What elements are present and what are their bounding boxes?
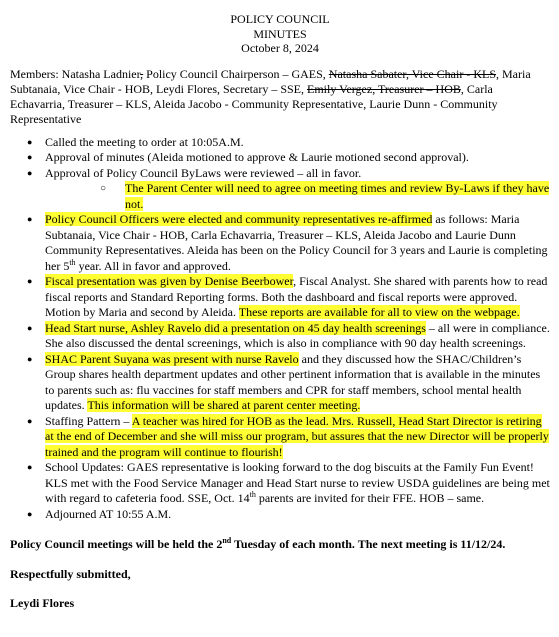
shac-highlight: SHAC Parent Suyana was present with nurse Ravelo — [45, 351, 299, 366]
list-item-fiscal — [10, 274, 550, 321]
meeting-schedule-text-end: Tuesday of each month. The next meeting is 11/12/24. — [231, 537, 506, 551]
members-chair: Policy Council Chairperson – GAES, — [143, 66, 329, 81]
list-item-bylaws — [10, 166, 550, 213]
meeting-schedule-superscript: nd — [222, 536, 232, 545]
fiscal-highlight: Fiscal presentation was given by Denise Beerbower — [45, 274, 294, 288]
nurse-text: – all were in compliance. She also discussed the dental screenings, which is also in compliance with 90 day health screenings. — [45, 320, 550, 350]
shac-text: and they discussed how the SHAC/Children’s Group shares health department updates and other pertinent information that is available in the minutes to parents such as: flu vaccines for staff members and CPR for staff members, school mental health updates. — [45, 351, 541, 412]
shac-highlight-end: This information will be shared at parent center meeting. — [87, 398, 361, 412]
officers-text: as follows: Maria Subtanaia, Vice Chair - HOB, Carla Echavarria, Treasurer – KLS, Aleida Jacobo and Laurie Dunn Community Representatives. Aleida has been on the Policy Council for 3 years and Laurie is completing her 5 — [45, 212, 548, 273]
document-header — [10, 12, 550, 56]
bylaws-subitem-text: The Parent Center will need to agree on meeting times and review By-Laws if they have not. — [125, 181, 550, 211]
fiscal-text: , Fiscal Analyst. She shared with parents how to read fiscal reports and Standard Reporting forms. Both the dashboard and fiscal reports were approved. Motion by Maria and second by Aleida. — [45, 274, 548, 319]
council-title: POLICY COUNCIL — [230, 12, 330, 26]
officers-text-end: year. All in favor and approved. — [75, 258, 231, 273]
signature-name: Leydi Flores — [10, 596, 75, 610]
members-paragraph — [10, 67, 550, 127]
bylaws-text: Approval of Policy Council ByLaws were reviewed – all in favor. — [45, 165, 362, 180]
agenda-list — [10, 135, 550, 523]
list-item-staffing — [10, 414, 550, 461]
school-updates-superscript: th — [249, 490, 256, 499]
officers-superscript: th — [69, 257, 76, 267]
meeting-date: October 8, 2024 — [241, 41, 319, 55]
list-item-approval-minutes — [10, 150, 550, 166]
school-updates-text: School Updates: GAES representative is looking forward to the dog biscuits at the Family Fun Event! KLS met with the Food Service Manager and Head Start nurse to review USDA guidelines are being met with regard to cafeteria food. SSE, Oct. 14 — [45, 460, 550, 505]
members-middle: , Maria Subtanaia, Vice Chair - HOB, Leydi Flores, Secretary – SSE, — [10, 66, 531, 96]
respectfully-submitted: Respectfully submitted, — [10, 566, 131, 581]
adjourn-text: Adjourned AT 10:55 A.M. — [45, 506, 172, 521]
minutes-title: MINUTES — [253, 26, 307, 41]
bylaws-subitem — [45, 181, 550, 212]
list-item-officers — [10, 212, 550, 274]
nurse-highlight: Head Start nurse, Ashley Ravelo did a presentation on 45 day health screenings — [45, 320, 426, 335]
school-updates-text-end: parents are invited for their FFE. HOB – same. — [255, 491, 485, 505]
fiscal-highlight-end: These reports are available for all to view on the webpage. — [238, 305, 520, 319]
staffing-prefix: Staffing Pattern – — [45, 413, 132, 428]
members-suffix: , Carla Echavarria, Treasurer – KLS, Aleida Jacobo - Community Representative, Laurie Dunn - Community Representative — [10, 81, 498, 126]
approval-minutes-text: Approval of minutes (Aleida motioned to approve & Laurie motioned second approval). — [45, 150, 469, 164]
call-to-order-text: Called the meeting to order at 10:05A.M. — [45, 134, 244, 149]
list-item-school-updates — [10, 460, 550, 507]
minutes-document — [10, 12, 550, 612]
list-item-adjourn — [10, 507, 550, 523]
closing-section — [10, 537, 550, 612]
staffing-highlight: A teacher was hired for HOB as the lead. Mrs. Russell, Head Start Director is retiring at the end of December and she will miss our program, but assures that the new Director will be properly trained and the program will continue to flourish! — [45, 413, 549, 459]
list-item-nurse — [10, 321, 550, 352]
list-item-shac — [10, 352, 550, 414]
members-struck-treasurer: Emily Vergez, Treasurer – HOB — [307, 81, 461, 96]
members-prefix: Members: Natasha Ladnier — [10, 66, 141, 81]
members-struck-comma: , — [140, 66, 144, 81]
list-item-call-to-order — [10, 135, 550, 151]
members-struck-vice-chair: Natasha Sabater, Vice Chair - KLS — [328, 66, 496, 81]
officers-highlight: Policy Council Officers were elected and community representatives re-affirmed — [45, 212, 433, 226]
meeting-schedule-text: Policy Council meetings will be held the 2 — [10, 537, 223, 551]
meeting-schedule — [10, 537, 550, 553]
